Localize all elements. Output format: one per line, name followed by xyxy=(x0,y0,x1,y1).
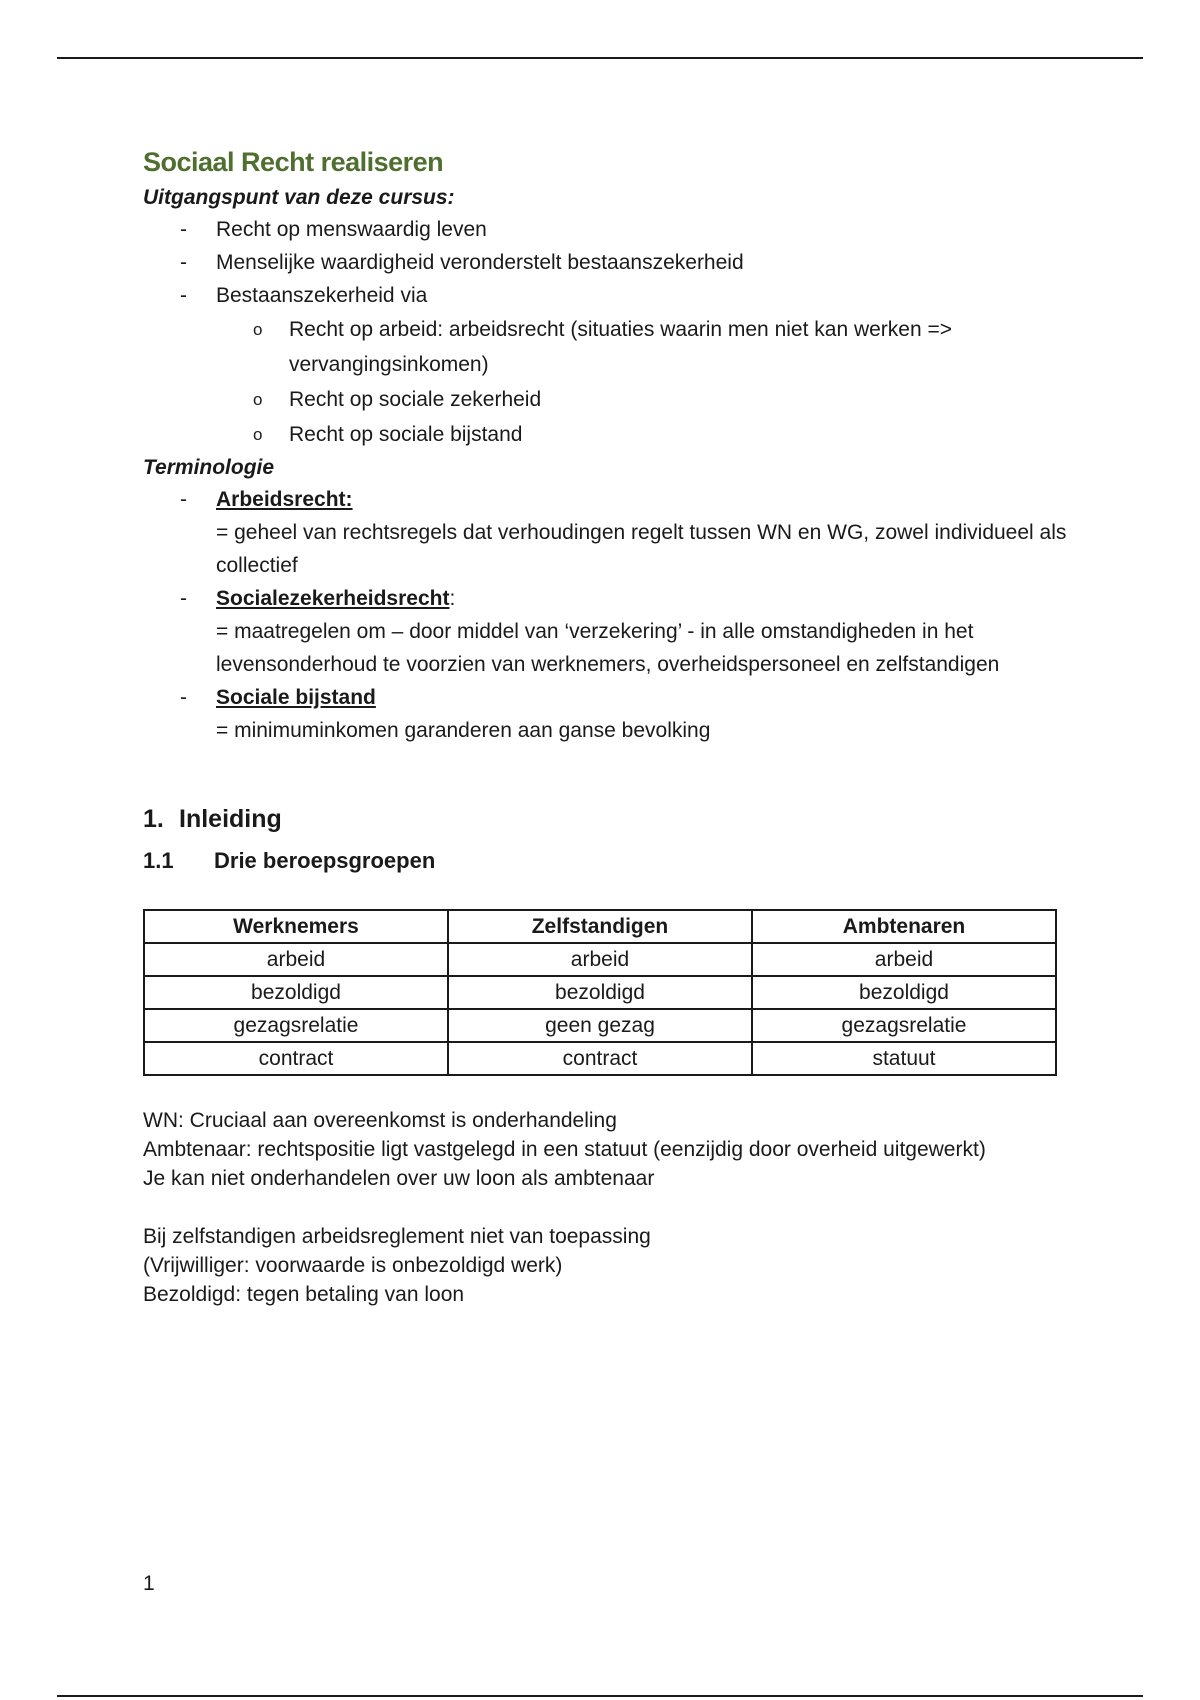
starting-point-list xyxy=(143,213,1073,452)
starting-point-heading: Uitgangspunt van deze cursus: xyxy=(143,186,455,209)
list-item: - Menselijke waardigheid veronderstelt bestaanszekerheid xyxy=(143,246,1073,279)
table-row xyxy=(144,1042,1056,1075)
term-label: Sociale bijstand xyxy=(216,686,376,709)
note-line: (Vrijwilliger: voorwaarde is onbezoldigd werk) xyxy=(143,1254,563,1277)
footer-rule xyxy=(57,1695,1143,1697)
table-cell: contract xyxy=(448,1042,752,1075)
document-title: Sociaal Recht realiseren xyxy=(143,147,444,177)
note-line: WN: Cruciaal aan overeenkomst is onderhandeling xyxy=(143,1109,617,1132)
table-header: Zelfstandigen xyxy=(448,910,752,943)
circle-bullet-icon: o xyxy=(253,425,263,444)
list-item-text: Bestaanszekerheid via xyxy=(216,284,428,307)
subsection-title: Drie beroepsgroepen xyxy=(214,848,436,873)
sub-list-item xyxy=(216,312,1073,382)
table-row xyxy=(144,943,1056,976)
list-item xyxy=(143,279,1073,452)
page-number: 1 xyxy=(143,1572,155,1595)
section-number: 1. xyxy=(143,805,164,833)
terminology-heading: Terminologie xyxy=(143,456,275,479)
table-cell: geen gezag xyxy=(448,1009,752,1042)
section-heading xyxy=(143,799,1073,839)
table-cell: contract xyxy=(144,1042,448,1075)
term-suffix: : xyxy=(449,587,456,610)
circle-bullet-icon: o xyxy=(253,390,263,409)
terminology-list xyxy=(143,483,1073,747)
list-item: - Recht op menswaardig leven xyxy=(143,213,1073,246)
term-item xyxy=(143,483,1073,582)
table-header: Werknemers xyxy=(144,910,448,943)
subsection-number: 1.1 xyxy=(143,848,174,873)
table-cell: bezoldigd xyxy=(448,976,752,1009)
table-cell: arbeid xyxy=(752,943,1056,976)
profession-groups-table xyxy=(143,909,1057,1076)
term-definition: = maatregelen om – door middel van ‘verzekering’ - in alle omstandigheden in het levensonderhoud te voorzien van werknemers, overheidspersoneel en zelfstandigen xyxy=(216,620,1000,676)
paragraph-gap xyxy=(143,1193,1073,1222)
term-label: Socialezekerheidsrecht xyxy=(216,587,450,610)
table-cell: bezoldigd xyxy=(752,976,1056,1009)
section-title: Inleiding xyxy=(179,805,282,833)
sub-list xyxy=(216,312,1073,452)
subsection-heading xyxy=(143,839,1073,883)
sub-list-item xyxy=(216,382,1073,417)
note-line: Ambtenaar: rechtspositie ligt vastgelegd in een statuut (eenzijdig door overheid uitgewerkt) xyxy=(143,1138,986,1161)
table-cell: gezagsrelatie xyxy=(144,1009,448,1042)
note-line: Bij zelfstandigen arbeidsreglement niet van toepassing xyxy=(143,1225,651,1248)
table-header: Ambtenaren xyxy=(752,910,1056,943)
document-body xyxy=(143,142,1073,1309)
note-line: Je kan niet onderhandelen over uw loon als ambtenaar xyxy=(143,1167,655,1190)
sub-list-item-text: Recht op arbeid: arbeidsrecht (situaties waarin men niet kan werken => vervangingsinkomen) xyxy=(289,318,953,376)
table-cell: statuut xyxy=(752,1042,1056,1075)
term-item xyxy=(143,681,1073,747)
notes-block xyxy=(143,1106,1073,1309)
note-line: Bezoldigd: tegen betaling van loon xyxy=(143,1283,465,1306)
sub-list-item xyxy=(216,417,1073,452)
term-item xyxy=(143,582,1073,681)
circle-bullet-icon: o xyxy=(253,320,263,339)
table-cell: gezagsrelatie xyxy=(752,1009,1056,1042)
term-suffix: : xyxy=(345,488,353,511)
sub-list-item-text: Recht op sociale bijstand xyxy=(289,423,523,446)
term-definition: = minimuminkomen garanderen aan ganse bevolking xyxy=(216,719,711,742)
sub-list-item-text: Recht op sociale zekerheid xyxy=(289,388,542,411)
table-cell: arbeid xyxy=(448,943,752,976)
table-cell: arbeid xyxy=(144,943,448,976)
header-rule xyxy=(57,57,1143,59)
table-cell: bezoldigd xyxy=(144,976,448,1009)
table-row xyxy=(144,1009,1056,1042)
term-definition: = geheel van rechtsregels dat verhoudingen regelt tussen WN en WG, zowel individueel als collectief xyxy=(216,521,1067,577)
term-label: Arbeidsrecht xyxy=(216,488,346,511)
table-header-row xyxy=(144,910,1056,943)
table-row xyxy=(144,976,1056,1009)
